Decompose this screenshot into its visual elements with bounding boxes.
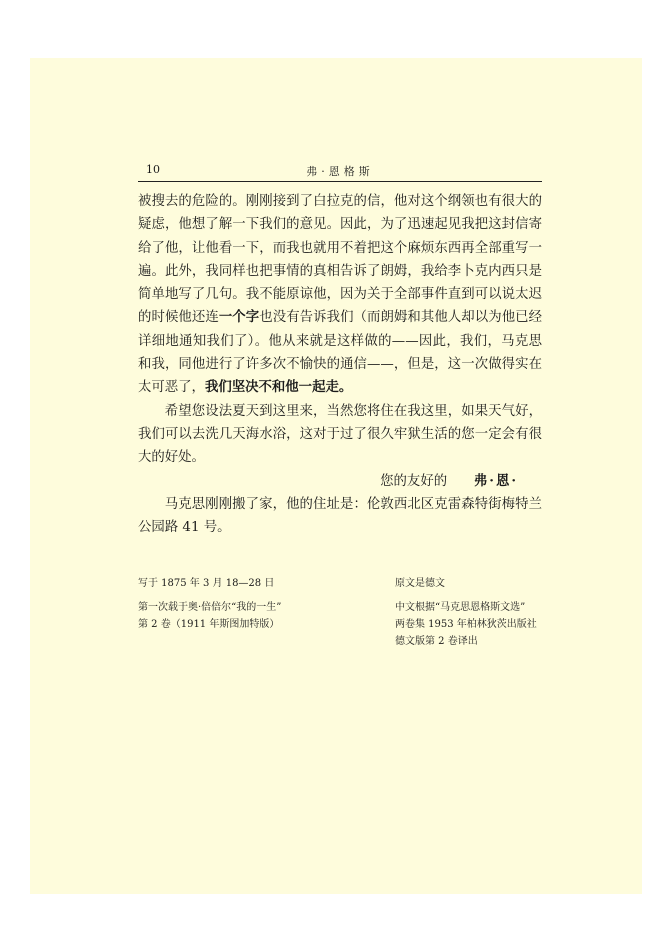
first-published-2: 第 2 卷（1911 年斯图加特版）: [138, 619, 280, 630]
translation-source-3: 德文版第 2 卷译出: [395, 636, 478, 647]
p1-text: 被搜去的危险的。刚刚接到了白拉克的信，他对这个纲领也有很大的疑虑，他想了解一下我们的意见。因此，为了迅速起见我把这封信寄给了他，让他看一下，而我也就用不着把这个麻烦东西再全部重写一遍。此外，我同样也把事情的真相告诉了朗姆，我给李卜克内西只是简单地写了几句。我不能原谅他，因为关于全部事件直到可以说太迟的时候他还连: [138, 194, 542, 326]
page-header: [138, 163, 542, 182]
written-date: 写于 1875 年 3 月 18—28 日: [138, 578, 275, 589]
running-title: 弗·恩格斯: [306, 165, 374, 178]
paragraph-2: 希望您设法夏天到这里来，当然您将住在我这里，如果天气好，我们可以去洗几天海水浴，这对于过了很久牢狱生活的您一定会有很大的好处。: [138, 403, 542, 466]
notes-left: [138, 575, 378, 633]
p1-emphasis-2: 我们坚决不和他一起走。: [204, 379, 353, 396]
signature: 弗·恩·: [473, 472, 518, 489]
translation-source-2: 两卷集 1953 年柏林狄茨出版社: [395, 619, 537, 630]
paragraph-1: [138, 190, 542, 400]
p1-emphasis-1: 一个字: [218, 309, 260, 326]
closing: 您的友好的: [380, 473, 448, 489]
original-language: 原文是德文: [395, 578, 445, 589]
closing-line: [138, 470, 542, 493]
letter-body: [138, 190, 542, 539]
translation-source-1: 中文根据“马克思恩格斯文选”: [395, 602, 526, 613]
paragraph-3: 马克思刚刚搬了家，他的住址是：伦敦西北区克雷森特街梅特兰公园路 41 号。: [138, 496, 542, 536]
page-number: 10: [146, 163, 160, 176]
first-published-1: 第一次载于奥·倍倍尔“我的一生”: [138, 602, 282, 613]
p1-mid: 也没有告诉我们（而朗姆和其他人却以为他已经详细地通知我们了）。他从来就是这样做的——因此，我们，马克思和我，同他进行了许多次不愉快的通信——，但是，这一次做得实在太可恶了，: [138, 310, 543, 396]
notes-right: [395, 575, 555, 650]
